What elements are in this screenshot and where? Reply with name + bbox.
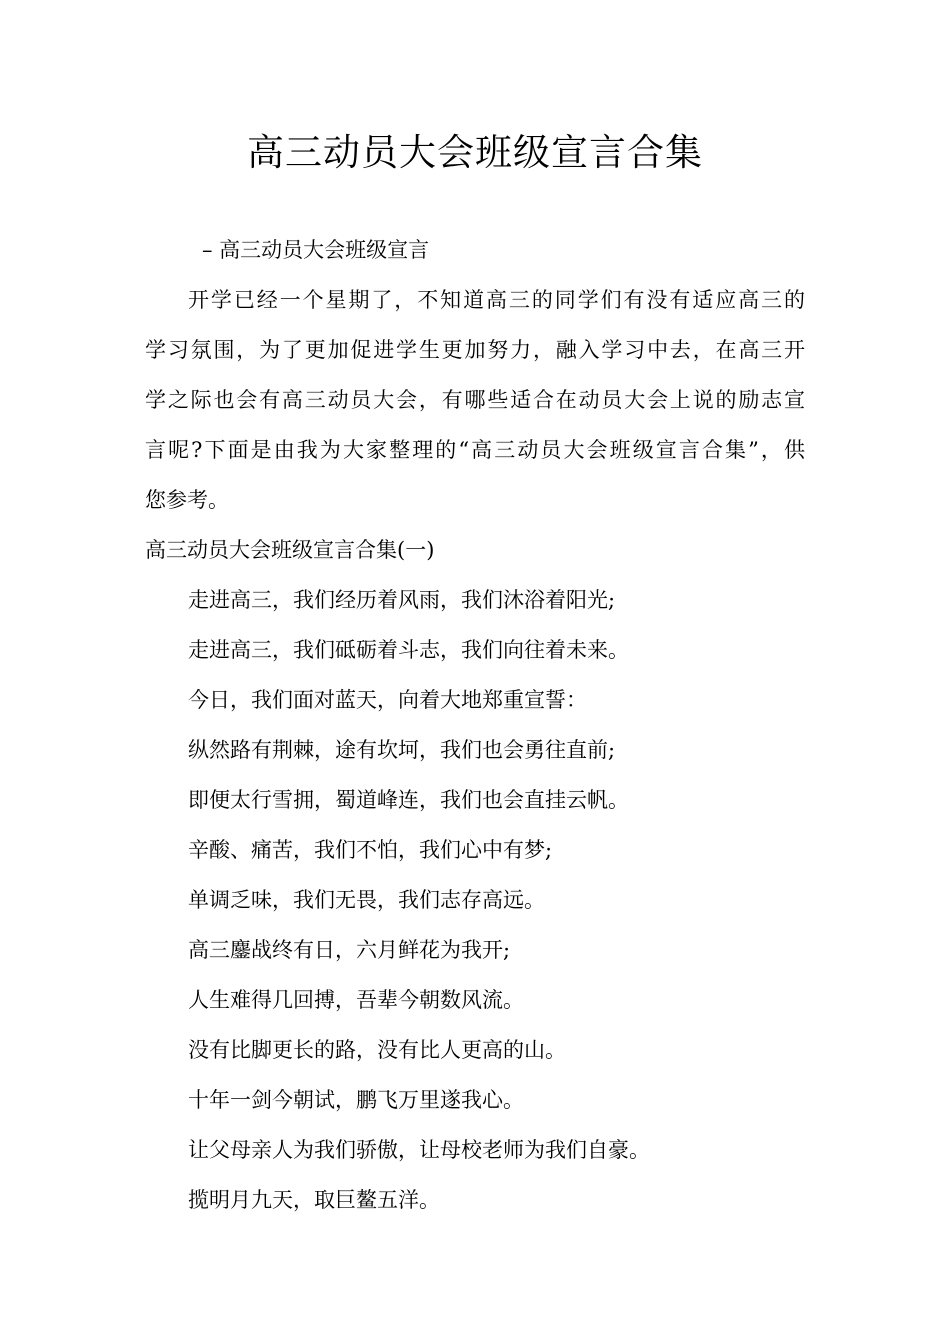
section-heading: 高三动员大会班级宣言合集(一) — [145, 538, 435, 562]
declaration-line: 十年一剑今朝试，鹏飞万里遂我心。 — [188, 1088, 524, 1112]
declaration-line: 揽明月九天，取巨鳌五洋。 — [188, 1188, 440, 1212]
declaration-line: 人生难得几回搏，吾辈今朝数风流。 — [188, 988, 524, 1012]
intro-line: 您参考。 — [145, 488, 229, 512]
declaration-line: 即便太行雪拥，蜀道峰连，我们也会直挂云帆。 — [188, 788, 629, 812]
declaration-line: 走进高三，我们砥砺着斗志，我们向往着未来。 — [188, 638, 629, 662]
intro-line: 言呢?下面是由我为大家整理的“高三动员大会班级宣言合集”，供 — [145, 438, 805, 462]
declaration-line: 纵然路有荆棘，途有坎坷，我们也会勇往直前; — [188, 738, 616, 762]
declaration-line: 走进高三，我们经历着风雨，我们沐浴着阳光; — [188, 588, 616, 612]
declaration-line: 单调乏味，我们无畏，我们志存高远。 — [188, 888, 545, 912]
intro-line: 学习氛围，为了更加促进学生更加努力，融入学习中去，在高三开 — [145, 338, 805, 362]
subheading: – 高三动员大会班级宣言 — [202, 238, 430, 262]
intro-line: 开学已经一个星期了，不知道高三的同学们有没有适应高三的 — [188, 288, 805, 312]
declaration-line: 让父母亲人为我们骄傲，让母校老师为我们自豪。 — [188, 1138, 650, 1162]
declaration-line: 今日，我们面对蓝天，向着大地郑重宣誓： — [188, 688, 587, 712]
declaration-line: 辛酸、痛苦，我们不怕，我们心中有梦; — [188, 838, 553, 862]
document-title: 高三动员大会班级宣言合集 — [247, 131, 703, 174]
declaration-line: 高三鏖战终有日，六月鲜花为我开; — [188, 938, 511, 962]
intro-line: 学之际也会有高三动员大会，有哪些适合在动员大会上说的励志宣 — [145, 388, 805, 412]
declaration-line: 没有比脚更长的路，没有比人更高的山。 — [188, 1038, 566, 1062]
